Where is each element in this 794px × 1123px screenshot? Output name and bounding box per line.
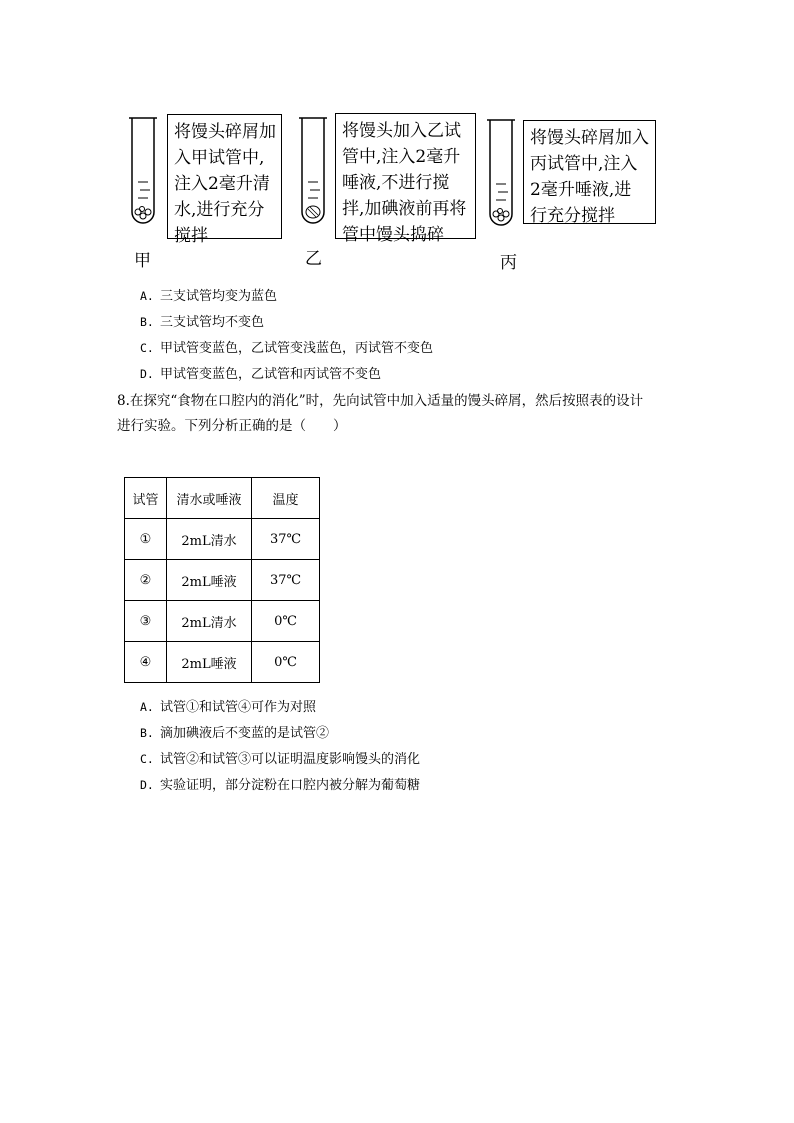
tube-jia-line: 搅拌: [174, 226, 208, 246]
table-header: 试管: [125, 478, 167, 519]
q8-option-d[interactable]: [140, 776, 420, 795]
tube-yi-line: 管中馒头捣碎: [342, 225, 444, 245]
table-cell: 37℃: [252, 519, 320, 560]
q7-option-b[interactable]: [140, 313, 264, 332]
table-cell: 2mL清水: [167, 601, 252, 642]
tube-bing-label: 丙: [500, 253, 517, 273]
q8-stem-line1: 8.在探究“食物在口腔内的消化”时，先向试管中加入适量的馒头碎屑，然后按照表的设计: [117, 393, 644, 409]
option-text: 实验证明，部分淀粉在口腔内被分解为葡萄糖: [160, 778, 421, 793]
option-letter: B.: [140, 315, 154, 329]
tube-bing-line: 丙试管中,注入: [530, 154, 638, 174]
tube-jia-line: 注入2毫升清: [174, 174, 270, 194]
table-cell: 0℃: [252, 642, 320, 683]
q7-option-c[interactable]: [140, 339, 433, 358]
tube-jia-line: 水,进行充分: [174, 200, 265, 220]
option-text: 滴加碘液后不变蓝的是试管②: [160, 726, 330, 741]
option-letter: A.: [140, 289, 154, 303]
table-row: [125, 560, 320, 601]
option-text: 三支试管均变为蓝色: [160, 289, 278, 304]
table-cell: ②: [125, 560, 167, 601]
tube-jia-line: 将馒头碎屑加: [174, 122, 276, 142]
tube-yi-label: 乙: [305, 249, 322, 269]
table-header-row: [125, 478, 320, 519]
tube-jia-line: 入甲试管中,: [174, 148, 265, 168]
tube-bing-line: 将馒头碎屑加入: [530, 128, 649, 148]
tube-yi-line: 将馒头加入乙试: [342, 121, 461, 141]
option-letter: C.: [140, 752, 154, 766]
option-letter: B.: [140, 726, 154, 740]
option-text: 甲试管变蓝色，乙试管变浅蓝色，丙试管不变色: [160, 341, 434, 356]
option-letter: D.: [140, 778, 154, 792]
test-tube-yi-icon: [298, 116, 328, 230]
q8-option-a[interactable]: [140, 698, 316, 717]
option-letter: C.: [140, 341, 154, 355]
table-cell: ③: [125, 601, 167, 642]
q8-stem-line2: 进行实验。下列分析正确的是（ ）: [117, 418, 347, 434]
table-cell: 2mL唾液: [167, 560, 252, 601]
tube-jia-description: [167, 114, 282, 246]
q8-option-b[interactable]: [140, 724, 329, 743]
tube-bing-description: [523, 120, 656, 224]
option-text: 三支试管均不变色: [160, 315, 265, 330]
table-cell: ④: [125, 642, 167, 683]
tube-bing-line: 2毫升唾液,进: [530, 180, 632, 200]
tube-yi-line: 管中,注入2毫升: [342, 147, 461, 167]
tube-bing-line: 行充分搅拌: [530, 206, 615, 226]
table-header: 温度: [252, 478, 320, 519]
option-letter: D.: [140, 367, 154, 381]
q7-option-d[interactable]: [140, 365, 381, 384]
q8-option-c[interactable]: [140, 750, 420, 769]
table-header: 清水或唾液: [167, 478, 252, 519]
test-tube-bing-icon: [486, 118, 516, 232]
tube-yi-description: [335, 113, 476, 245]
tube-yi-line: 唾液,不进行搅: [342, 173, 450, 193]
tube-yi-line: 拌,加碘液前再将: [342, 199, 467, 219]
table-row: [125, 519, 320, 560]
table-cell: 2mL唾液: [167, 642, 252, 683]
option-text: 试管②和试管③可以证明温度影响馒头的消化: [160, 752, 421, 767]
table-row: [125, 601, 320, 642]
table-cell: 0℃: [252, 601, 320, 642]
table-row: [125, 642, 320, 683]
q7-option-a[interactable]: [140, 287, 277, 306]
option-text: 甲试管变蓝色，乙试管和丙试管不变色: [160, 367, 382, 382]
option-text: 试管①和试管④可作为对照: [160, 700, 317, 715]
tube-jia-label: 甲: [134, 251, 151, 271]
test-tube-jia-icon: [128, 116, 158, 230]
option-letter: A.: [140, 700, 154, 714]
experiment-table: [124, 477, 320, 683]
table-cell: 37℃: [252, 560, 320, 601]
table-cell: ①: [125, 519, 167, 560]
table-cell: 2mL清水: [167, 519, 252, 560]
